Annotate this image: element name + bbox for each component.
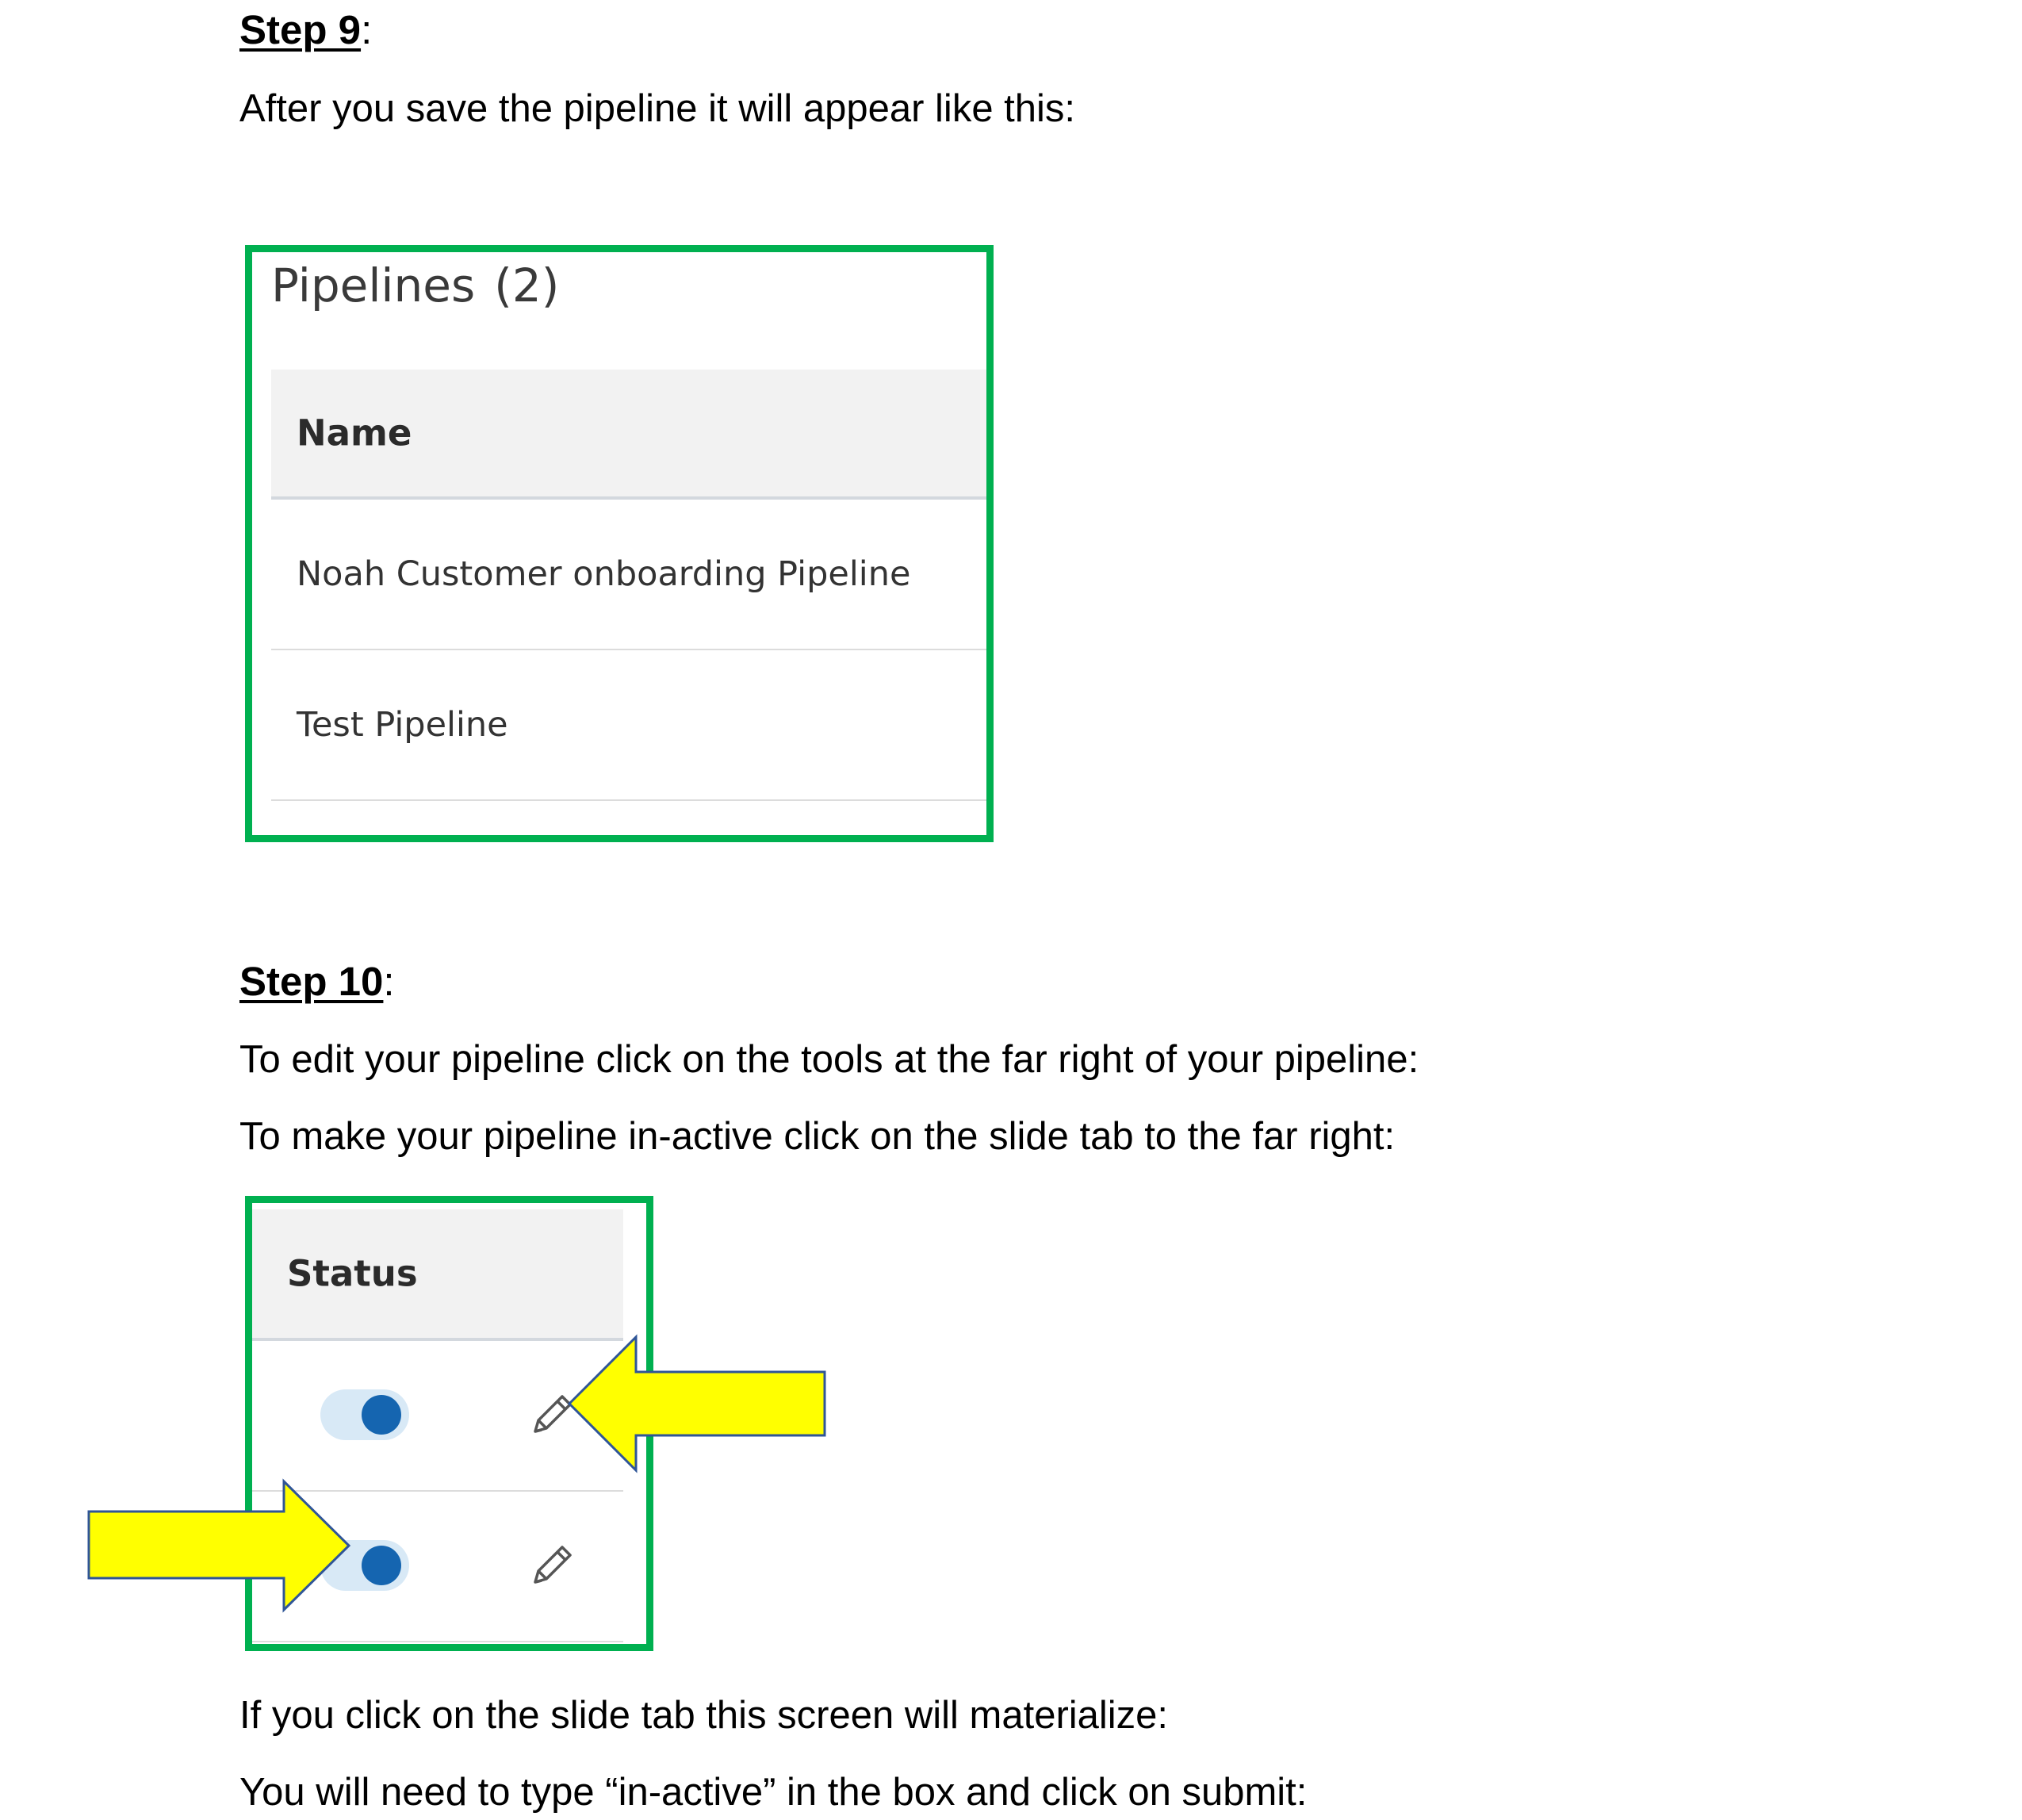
step-10-colon: : (383, 959, 395, 1004)
step-9-colon: : (361, 7, 373, 52)
right-arrow-icon (86, 1478, 355, 1613)
pipelines-title-text: Pipelines (271, 259, 476, 312)
step-10-label: Step 10 (239, 959, 384, 1004)
step-10-heading (239, 958, 395, 1006)
left-arrow-icon (563, 1332, 833, 1475)
toggle-knob (362, 1395, 401, 1435)
status-column-label: Status (287, 1252, 418, 1295)
step-9-heading (239, 6, 372, 54)
table-row[interactable] (271, 500, 994, 650)
submit-instruction: You will need to type “in-active” in the box and click on submit: (239, 1771, 1308, 1814)
step-9-instruction: After you save the pipeline it will appear like this: (239, 87, 1076, 130)
toggle-knob (362, 1546, 401, 1585)
pipelines-title (271, 259, 559, 312)
step-10-edit-instruction: To edit your pipeline click on the tools at the far right of your pipeline: (239, 1038, 1419, 1081)
step-9-label: Step 9 (239, 7, 362, 52)
materialize-instruction: If you click on the slide tab this screen will materialize: (239, 1694, 1169, 1737)
status-toggle[interactable] (320, 1389, 409, 1440)
pipelines-count: (2) (494, 259, 560, 312)
status-column-header[interactable] (252, 1209, 623, 1341)
step-10-inactive-instruction: To make your pipeline in-active click on the slide tab to the far right: (239, 1115, 1396, 1158)
table-row[interactable] (271, 650, 994, 801)
name-column-label: Name (297, 412, 412, 454)
name-column-header[interactable] (271, 370, 994, 500)
pipeline-name[interactable]: Test Pipeline (297, 705, 508, 745)
pipelines-screenshot (245, 245, 994, 842)
pipeline-name[interactable]: Noah Customer onboarding Pipeline (297, 554, 911, 594)
pencil-icon[interactable] (526, 1539, 578, 1592)
